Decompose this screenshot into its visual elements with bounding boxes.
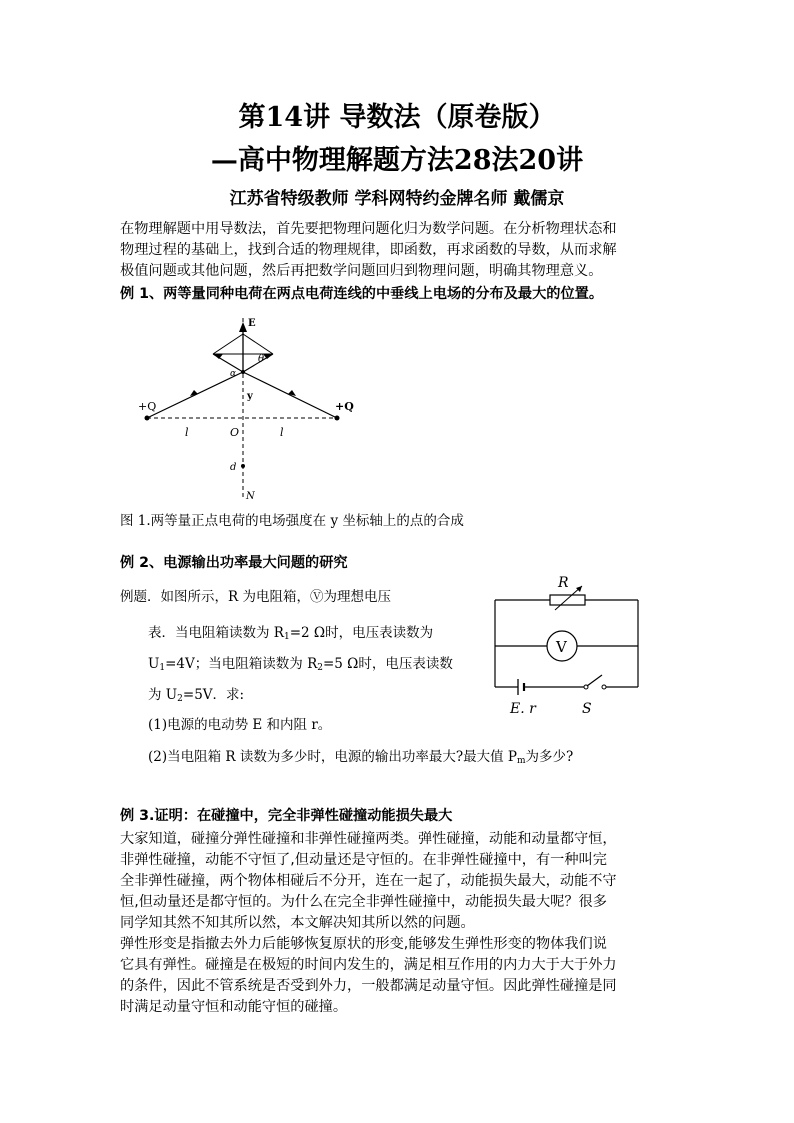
page-title: 第14讲 导数法（原卷版）	[238, 102, 556, 133]
paragraph-line: 弹性形变是指撤去外力后能够恢复原状的形变,能够发生弹性形变的物体我们说	[120, 936, 607, 952]
switch-icon	[587, 675, 602, 686]
parallelogram-right	[243, 334, 273, 354]
parallelogram-left	[213, 334, 243, 354]
intro-line: 极值问题或其他问题，然后再把数学问题回归到物理问题，明确其物理意义。	[120, 263, 603, 279]
paragraph-line: 恒,但动量还是都守恒的。为什么在完全非弹性碰撞中，动能损失最大呢？很多	[120, 894, 607, 910]
intro-line: 物理过程的基础上，找到合适的物理规律，即函数，再求函数的导数，从而求解	[120, 242, 617, 258]
subscript: m	[516, 756, 526, 766]
paragraph-line: 的条件，因此不管系统是否受到外力，一般都满足动量守恒。因此弹性碰撞是同	[120, 978, 617, 994]
subscript: 2	[317, 663, 323, 673]
label-o: O	[230, 426, 240, 439]
subscript: 2	[177, 694, 183, 704]
author-line: 江苏省特级教师 学科网特约金牌名师 戴儒京	[229, 189, 565, 209]
field-point-dot	[241, 370, 245, 374]
text-segment: (2)当电阻箱 R 读数为多少时，电源的输出功率最大?最大值 P	[148, 749, 517, 765]
paragraph-line: 非弹性碰撞，动能不守恒了,但动量还是守恒的。在非弹性碰撞中，有一种叫完	[120, 852, 607, 868]
intro-paragraph	[120, 219, 680, 282]
resistor-box	[550, 595, 585, 605]
paragraph-line: 时满足动量守恒和动能守恒的碰撞。	[120, 999, 348, 1015]
example3-paragraph1	[120, 829, 680, 934]
circuit-diagram	[490, 570, 650, 720]
right-charge-line	[243, 372, 337, 418]
right-arrowhead	[263, 354, 273, 359]
text-segment: =4V；当电阻箱读数为 R	[165, 656, 318, 672]
field-arrowhead	[239, 322, 247, 332]
example2-heading: 例 2、电源输出功率最大问题的研究	[120, 555, 348, 571]
paragraph-line: 全非弹性碰撞，两个物体相碰后不分开，连在一起了，动能损失最大，动能不守	[120, 873, 617, 889]
subscript: 1	[159, 663, 166, 673]
text-segment: U	[148, 656, 160, 672]
example2-line1: 例题．如图所示，R 为电阻箱，Ⓥ为理想电压	[120, 589, 391, 605]
right-charge-dot	[335, 416, 340, 421]
subscript: 1	[283, 632, 290, 642]
text-segment: =5V．求:	[182, 687, 245, 703]
paragraph-line: 同学知其然不知其所以然，本文解决知其所以然的问题。	[120, 915, 475, 931]
text-segment: =5 Ω时，电压表读数	[322, 656, 453, 672]
label-d: d	[230, 462, 237, 473]
example3-heading: 例 3.证明：在碰撞中，完全非弹性碰撞动能损失最大	[120, 808, 453, 824]
page-subtitle: —高中物理解题方法28法20讲	[210, 145, 584, 176]
label-q-right: +Q	[335, 400, 354, 413]
example2-line3	[148, 654, 453, 678]
text-segment: 表．当电阻箱读数为 R	[148, 625, 284, 641]
switch-contact-right	[602, 685, 606, 689]
example2-line2	[148, 623, 433, 647]
left-arrowhead	[213, 354, 223, 359]
label-y: y	[247, 391, 253, 402]
label-e: E	[248, 318, 256, 329]
left-charge-line	[147, 372, 243, 418]
label-theta: θ	[258, 354, 265, 365]
label-er: E. r	[510, 701, 536, 717]
intro-line: 在物理解题中用导数法，首先要把物理问题化归为数学问题。在分析物理状态和	[120, 221, 617, 237]
label-l-right: l	[280, 426, 284, 439]
example2-line4	[148, 685, 244, 709]
text-segment: =2 Ω时，电压表读数为	[289, 625, 434, 641]
example2-question1: (1)电源的电动势 E 和内阻 r。	[148, 717, 332, 733]
example2-question2	[148, 747, 573, 771]
text-segment: 为 U	[148, 687, 178, 703]
example3-paragraph2	[120, 934, 680, 1018]
label-r: R	[558, 575, 569, 591]
label-s: S	[582, 701, 592, 717]
paragraph-line: 大家知道，碰撞分弹性碰撞和非弹性碰撞两类。弹性碰撞，动能和动量都守恒，	[120, 831, 617, 847]
label-alpha: α	[230, 369, 237, 379]
paragraph-line: 它具有弹性。碰撞是在极短的时间内发生的，满足相互作用的内力大于大于外力	[120, 957, 617, 973]
text-segment: 为多少?	[525, 749, 574, 765]
field-diagram	[130, 310, 370, 505]
label-l-left: l	[185, 426, 189, 439]
left-charge-dot	[145, 416, 150, 421]
point-d-dot	[241, 464, 245, 468]
label-v: V	[556, 638, 567, 656]
label-n: N	[246, 491, 255, 502]
figure-caption: 图 1.两等量正点电荷的电场强度在 y 坐标轴上的点的合成	[120, 513, 464, 529]
example1-heading: 例 1、两等量同种电荷在两点电荷连线的中垂线上电场的分布及最大的位置。	[120, 286, 604, 302]
label-q-left: +Q	[138, 400, 157, 413]
